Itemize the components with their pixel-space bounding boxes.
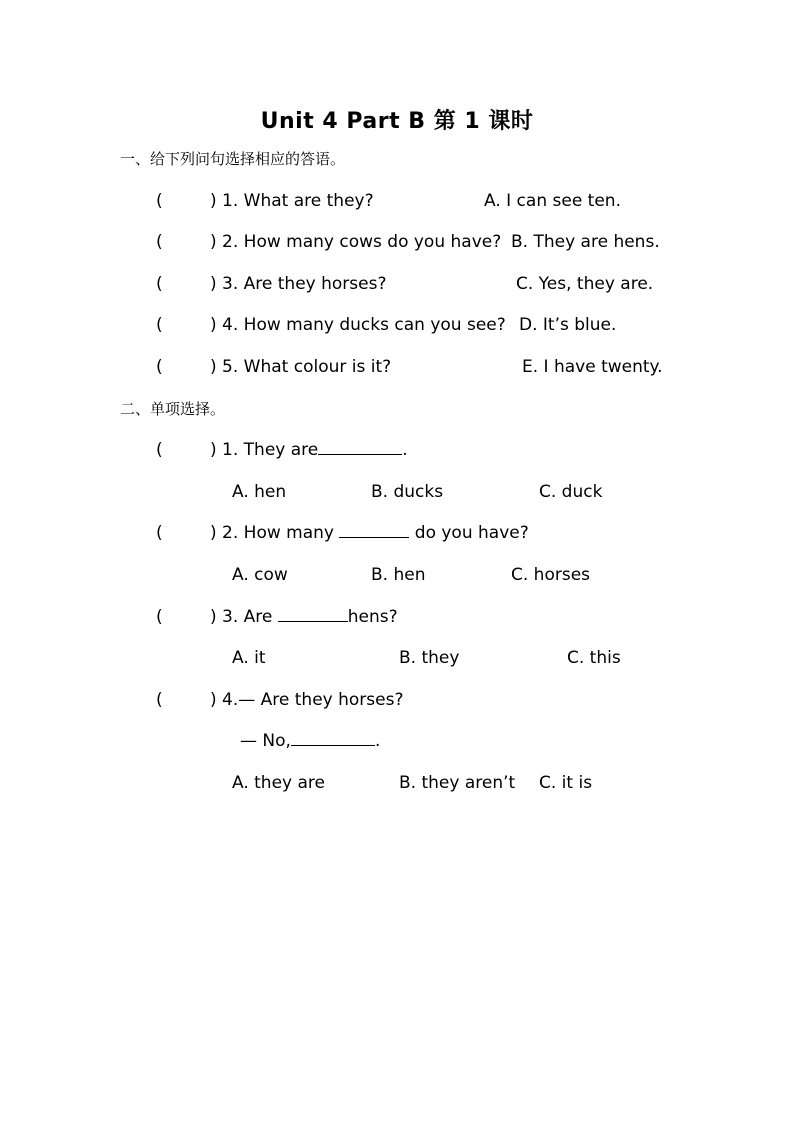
answer-option: C. Yes, they are. bbox=[516, 274, 654, 294]
question-text: ) 2. How many bbox=[210, 523, 340, 543]
fill-blank[interactable] bbox=[291, 731, 375, 746]
section-1-heading: 一、给下列问句选择相应的答语。 bbox=[120, 150, 346, 168]
option-a[interactable]: A. they are bbox=[232, 773, 325, 793]
answer-paren[interactable]: ( bbox=[156, 523, 163, 543]
fill-blank[interactable] bbox=[318, 440, 402, 455]
option-b[interactable]: B. hen bbox=[371, 565, 426, 585]
option-b[interactable]: B. they aren’t bbox=[399, 773, 516, 793]
option-a[interactable]: A. it bbox=[232, 648, 266, 668]
question-text-end: do you have? bbox=[409, 523, 529, 543]
answer-paren[interactable]: ( bbox=[156, 440, 163, 460]
question-text: ) 5. What colour is it? bbox=[210, 357, 392, 377]
answer-paren[interactable]: ( bbox=[156, 315, 163, 335]
option-b[interactable]: B. they bbox=[399, 648, 460, 668]
answer-paren[interactable]: ( bbox=[156, 232, 163, 252]
choice-question-3 bbox=[210, 607, 398, 627]
answer-option: D. It’s blue. bbox=[519, 315, 617, 335]
section-2-heading: 二、单项选择。 bbox=[120, 400, 226, 418]
option-c[interactable]: C. horses bbox=[511, 565, 591, 585]
question-text: ) 1. They are bbox=[210, 440, 319, 460]
choice-question-4: ) 4.— Are they horses? bbox=[210, 690, 404, 710]
option-b[interactable]: B. ducks bbox=[371, 482, 444, 502]
reply-text-end: . bbox=[374, 731, 381, 751]
answer-paren[interactable]: ( bbox=[156, 274, 163, 294]
choice-question-1 bbox=[210, 440, 408, 460]
question-text-end: hens? bbox=[347, 607, 398, 627]
option-c[interactable]: C. this bbox=[567, 648, 621, 668]
option-a[interactable]: A. cow bbox=[232, 565, 288, 585]
question-text: ) 1. What are they? bbox=[210, 191, 374, 211]
answer-option: A. I can see ten. bbox=[484, 191, 621, 211]
answer-option: E. I have twenty. bbox=[522, 357, 663, 377]
fill-blank[interactable] bbox=[278, 607, 348, 622]
answer-paren[interactable]: ( bbox=[156, 607, 163, 627]
question-text: ) 2. How many cows do you have? bbox=[210, 232, 502, 252]
page-title: Unit 4 Part B 第 1 课时 bbox=[260, 109, 534, 134]
question-text: ) 3. Are bbox=[210, 607, 278, 627]
option-a[interactable]: A. hen bbox=[232, 482, 287, 502]
question-text: ) 4. How many ducks can you see? bbox=[210, 315, 506, 335]
fill-blank[interactable] bbox=[339, 523, 409, 538]
dialogue-reply bbox=[240, 731, 380, 751]
reply-text: — No, bbox=[240, 731, 291, 751]
answer-option: B. They are hens. bbox=[511, 232, 660, 252]
answer-paren[interactable]: ( bbox=[156, 357, 163, 377]
answer-paren[interactable]: ( bbox=[156, 191, 163, 211]
option-c[interactable]: C. it is bbox=[539, 773, 593, 793]
question-text: ) 3. Are they horses? bbox=[210, 274, 387, 294]
question-text-end: . bbox=[402, 440, 408, 460]
answer-paren[interactable]: ( bbox=[156, 690, 163, 710]
option-c[interactable]: C. duck bbox=[539, 482, 603, 502]
choice-question-2 bbox=[210, 523, 529, 543]
